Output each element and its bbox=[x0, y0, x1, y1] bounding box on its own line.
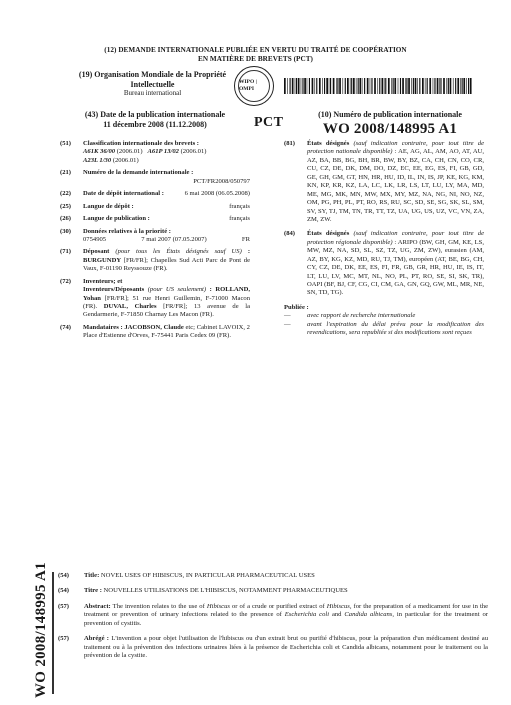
barcode-icon bbox=[284, 78, 474, 94]
abstract-section bbox=[58, 572, 488, 668]
barcode-bar bbox=[391, 78, 392, 94]
barcode-bar bbox=[463, 78, 465, 94]
filing-language-title: Langue de dépôt : bbox=[83, 202, 134, 210]
barcode-bar bbox=[433, 78, 434, 94]
applicant-lead: Déposant bbox=[83, 248, 110, 256]
abstract-text: , for the preparation of a medicament for use in the treatment or prevention of urinary infections related to the presence of bbox=[84, 602, 489, 619]
barcode-bar bbox=[419, 78, 420, 94]
field-number: (21) bbox=[60, 169, 71, 177]
field-number: (74) bbox=[60, 323, 71, 331]
abstract-text: or of a crude or purified extract of bbox=[232, 602, 325, 610]
field-21 bbox=[60, 169, 250, 186]
field-26 bbox=[60, 215, 250, 223]
barcode-bar bbox=[460, 78, 461, 94]
barcode-bar bbox=[301, 78, 302, 94]
inventors-note: (pour US seulement) bbox=[147, 286, 207, 294]
barcode-bar bbox=[429, 78, 431, 94]
publication-date-block bbox=[60, 110, 250, 129]
barcode-bar bbox=[287, 78, 288, 94]
priority-title: Données relatives à la priorité : bbox=[83, 227, 171, 235]
title-lead: Title: bbox=[84, 572, 100, 579]
barcode-bar bbox=[312, 78, 314, 94]
field-number: (26) bbox=[60, 215, 71, 223]
agent-name: JACOBSON, Claude bbox=[124, 323, 184, 331]
published-title: Publiée : bbox=[284, 303, 309, 311]
wipo-logo-text: WIPO | OMPI bbox=[238, 70, 270, 102]
barcode-bar bbox=[309, 78, 310, 94]
applicant-note: (pour tous les États désignés sauf US) bbox=[115, 248, 242, 256]
barcode-bar bbox=[446, 78, 447, 94]
inventor-address: [FR/FR]; 13 avenue de la Gendarmerie, F-71850 Charnay Les Macon (FR). bbox=[83, 303, 250, 319]
filing-date-value: 6 mai 2008 (06.05.2008) bbox=[184, 190, 250, 198]
header-line-1: (12) DEMANDE INTERNATIONALE PUBLIÉE EN VERTU DU TRAITÉ DE COOPÉRATION bbox=[104, 46, 407, 54]
barcode-bar bbox=[292, 78, 294, 94]
barcode-bar bbox=[353, 78, 355, 94]
barcode-bar bbox=[374, 78, 376, 94]
abstract-text: The invention relates to the use of bbox=[112, 602, 205, 610]
barcode-bar bbox=[462, 78, 463, 94]
barcode-bar bbox=[345, 78, 346, 94]
barcode-bar bbox=[470, 78, 472, 94]
title-text: NOUVELLES UTILISATIONS DE L'HIBISCUS, NOTAMMENT PHARMACEUTIQUES bbox=[103, 587, 348, 595]
field-number: (84) bbox=[284, 230, 295, 238]
barcode-bar bbox=[358, 78, 359, 94]
field-57-abstract-fr bbox=[58, 635, 488, 660]
regional-states-list: : ARIPO (BW, GH, GM, KE, LS, MW, MZ, NA, SD, SL, SZ, TZ, UG, ZM, ZW), eurasien (AM, AZ, BY, KG, KZ, MD, RU, TJ, TM), européen (AT, BE, BG, CH, CY, CZ, DE, DK, EE, ES, FI, FR, GB, GR, HR, HU, IE, IS, IT, LT, LU, LV, MC, MT, NL, NO, PL, PT, RO, SE, SI, SK, TR), OAPI (BF, BJ, CF, CG, CI, CM, GA, GN, GQ, GW, ML, MR, NE, SN, TD, TG). bbox=[307, 238, 484, 297]
wipo-seal-icon bbox=[234, 66, 274, 106]
published-item-text: avec rapport de recherche internationale bbox=[307, 312, 416, 320]
field-22 bbox=[60, 190, 250, 198]
barcode-bar bbox=[302, 78, 303, 94]
ipc-code: A23L 1/30 bbox=[83, 156, 112, 164]
barcode-bar bbox=[322, 78, 323, 94]
agent-address: etc; Cabinet LAVOIX, 2 Place d'Estienne d'Orves, F-75441 Paris Cedex 09 (FR). bbox=[83, 323, 250, 340]
barcode-bar bbox=[326, 78, 328, 94]
field-81 bbox=[284, 140, 484, 224]
field-71 bbox=[60, 248, 250, 273]
abstract-text: , in particular for the treatment or prevention of cystitis. bbox=[84, 611, 488, 627]
designated-states-note: (sauf indication contraire, pour tout titre de protection nationale disponible) bbox=[307, 140, 485, 156]
field-25 bbox=[60, 203, 250, 211]
field-72 bbox=[60, 278, 250, 320]
abstract-italic: Hibiscus bbox=[206, 602, 230, 610]
applicant-name: : BURGUNDY bbox=[83, 248, 251, 264]
agents-lead: Mandataires : bbox=[83, 323, 123, 331]
barcode-bar bbox=[405, 78, 406, 94]
barcode-bar bbox=[319, 78, 321, 94]
barcode-bar bbox=[324, 78, 325, 94]
field-57-abstract-en bbox=[58, 603, 488, 628]
published-item-text: avant l'expiration du délai prévu pour la modification des revendications, sera republiée si des modifications sont reçues bbox=[307, 320, 484, 337]
barcode-bar bbox=[367, 78, 369, 94]
publication-number-value: WO 2008/148995 A1 bbox=[322, 121, 458, 138]
barcode-bar bbox=[307, 78, 308, 94]
publication-language-title: Langue de publication : bbox=[83, 215, 150, 223]
barcode-bar bbox=[398, 78, 399, 94]
barcode-bar bbox=[437, 78, 439, 94]
barcode-bar bbox=[413, 78, 414, 94]
publication-number-block bbox=[300, 110, 480, 139]
field-51 bbox=[60, 140, 250, 165]
field-number: (22) bbox=[60, 190, 71, 198]
barcode-bar bbox=[362, 78, 363, 94]
application-number-value: PCT/FR2008/050797 bbox=[193, 177, 250, 185]
field-54-title-fr bbox=[58, 587, 488, 595]
inventor-name: DUVAL, Charles bbox=[103, 303, 157, 310]
header-line-2: EN MATIÈRE DE BREVETS (PCT) bbox=[197, 55, 314, 64]
barcode-bar bbox=[350, 78, 351, 94]
abstract-italic: Escherichia coli bbox=[284, 611, 330, 619]
barcode-bar bbox=[370, 78, 371, 94]
filing-date-title: Date de dépôt international : bbox=[83, 190, 164, 198]
ipc-date: (2006.01) bbox=[112, 156, 139, 164]
barcode-bar bbox=[408, 78, 410, 94]
inventor-name: : ROLLAND, Yohan bbox=[83, 286, 250, 302]
regional-states-note: (sauf indication contraire, pour tout titre de protection régionale disponible) bbox=[307, 230, 485, 246]
barcode-bar bbox=[406, 78, 407, 94]
publication-number-label: (10) Numéro de publication internationale bbox=[318, 110, 462, 119]
field-number: (81) bbox=[284, 140, 295, 147]
barcode-bar bbox=[339, 78, 341, 94]
barcode-bar bbox=[443, 78, 445, 94]
abstract-italic: Candida albicans bbox=[344, 611, 393, 619]
vertical-publication-number bbox=[0, 520, 49, 698]
abstract-italic: Hibiscus bbox=[326, 602, 350, 610]
publication-date-label: (43) Date de la publication internationale bbox=[84, 110, 226, 119]
published-item bbox=[284, 321, 484, 338]
barcode-bar bbox=[290, 78, 291, 94]
barcode-bar bbox=[450, 78, 452, 94]
barcode-bar bbox=[393, 78, 394, 94]
priority-country: FR bbox=[241, 235, 250, 243]
field-number: (71) bbox=[60, 248, 71, 256]
field-number: (54) bbox=[58, 587, 69, 595]
barcode-bar bbox=[296, 78, 297, 94]
barcode-bar bbox=[364, 78, 365, 94]
barcode-bar bbox=[316, 78, 317, 94]
publication-language-value: français bbox=[229, 215, 250, 223]
inventors-lead: Inventeurs; et bbox=[83, 277, 123, 285]
barcode-bar bbox=[411, 78, 412, 94]
field-30 bbox=[60, 228, 250, 245]
abstract-lead: Abrégé : bbox=[84, 635, 110, 643]
barcode-bar bbox=[455, 78, 456, 94]
published-block bbox=[284, 304, 484, 338]
document-header bbox=[20, 46, 491, 64]
barcode-bar bbox=[314, 78, 315, 94]
barcode-bar bbox=[304, 78, 306, 94]
dash: — bbox=[284, 312, 291, 320]
barcode-bar bbox=[337, 78, 338, 94]
priority-application: 0754905 bbox=[83, 235, 107, 243]
vertical-number-text: WO 2008/148995 A1 bbox=[33, 562, 49, 698]
field-number: (57) bbox=[58, 602, 69, 610]
published-item bbox=[284, 312, 484, 320]
ipc-code: A61P 13/02 bbox=[147, 148, 179, 156]
left-column bbox=[60, 140, 250, 345]
barcode-bar bbox=[347, 78, 349, 94]
barcode-bar bbox=[356, 78, 357, 94]
barcode-bar bbox=[385, 78, 386, 94]
field-number: (72) bbox=[60, 277, 71, 285]
title-lead: Titre : bbox=[84, 587, 102, 595]
barcode-bar bbox=[379, 78, 380, 94]
barcode-bar bbox=[440, 78, 441, 94]
ipc-date: (2006.01) bbox=[116, 148, 143, 156]
title-text: NOVEL USES OF HIBISCUS, IN PARTICULAR PHARMACEUTICAL USES bbox=[100, 572, 315, 579]
barcode-bar bbox=[330, 78, 331, 94]
organisation-name: (19) Organisation Mondiale de la Propriété Intellectuelle bbox=[78, 70, 227, 89]
barcode-bar bbox=[415, 78, 417, 94]
ipc-date: (2006.01) bbox=[180, 148, 207, 156]
barcode-bar bbox=[434, 78, 435, 94]
barcode-bar bbox=[377, 78, 378, 94]
designated-states-lead: États désignés bbox=[307, 140, 350, 147]
barcode-bar bbox=[425, 78, 426, 94]
barcode-bar bbox=[439, 78, 440, 94]
barcode-bar bbox=[466, 78, 467, 94]
regional-states-lead: États désignés bbox=[307, 230, 350, 238]
application-number-title: Numéro de la demande internationale : bbox=[83, 169, 194, 177]
designated-states-list: : AE, AG, AL, AM, AO, AT, AU, AZ, BA, BB, BG, BH, BR, BW, BY, BZ, CA, CH, CN, CO, CR, CU, CZ, DE, DK, DM, DO, DZ, EC, EE, EG, ES, FI, GB, GD, GE, GH, GM, GT, HN, HR, HU, ID, IL, IN, IS, JP, KE, KG, KM, KN, KP, KR, KZ, LA, LC, LK, LR, LS, LT, LU, LY, MA, MD, ME, MG, MK, MN, MW, MX, MY, MZ, NA, NG, NI, NO, NZ, OM, PG, PH, PL, PT, RO, RS, RU, SC, SD, SE, SG, SK, SL, SM, SV, SY, TJ, TM, TN, TR, TT, TZ, UA, UG, US, UZ, VC, VN, ZA, ZM, ZW. bbox=[307, 148, 484, 223]
barcode-bar bbox=[371, 78, 372, 94]
field-74 bbox=[60, 324, 250, 341]
barcode-bar bbox=[284, 78, 286, 94]
dash: — bbox=[284, 320, 291, 328]
classification-title: Classification internationale des brevets : bbox=[83, 140, 199, 147]
field-number: (54) bbox=[58, 572, 69, 579]
applicant-address: [FR/FR]; Chapelles Sud Acti Parc de Pont de Vaux, F-01190 Reyssouze (FR). bbox=[83, 256, 250, 273]
barcode-bar bbox=[453, 78, 454, 94]
barcode-bar bbox=[329, 78, 330, 94]
side-divider bbox=[52, 572, 54, 694]
barcode-bar bbox=[402, 78, 404, 94]
inventors-applicants-lead: Inventeurs/Déposants bbox=[83, 286, 145, 294]
organisation-block bbox=[70, 70, 235, 98]
barcode-bar bbox=[298, 78, 300, 94]
barcode-bar bbox=[295, 78, 296, 94]
barcode-bar bbox=[417, 78, 418, 94]
barcode-bar bbox=[343, 78, 344, 94]
field-54-title-en bbox=[58, 572, 488, 580]
pct-label: PCT bbox=[254, 115, 284, 130]
inventor-address: [FR/FR]; 51 rue Henri Guillemin, F-71000 Macon (FR). bbox=[83, 294, 250, 310]
barcode-bar bbox=[382, 78, 384, 94]
barcode-bar bbox=[351, 78, 352, 94]
barcode-bar bbox=[336, 78, 337, 94]
barcode-bar bbox=[388, 78, 390, 94]
bureau-name: Bureau international bbox=[123, 89, 182, 98]
barcode-bar bbox=[400, 78, 401, 94]
right-column bbox=[284, 140, 484, 342]
publication-date-value: 11 décembre 2008 (11.12.2008) bbox=[103, 119, 207, 129]
barcode-bar bbox=[422, 78, 424, 94]
field-number: (57) bbox=[58, 635, 69, 643]
barcode-bar bbox=[394, 78, 396, 94]
barcode-bar bbox=[468, 78, 469, 94]
barcode-bar bbox=[333, 78, 335, 94]
field-number: (25) bbox=[60, 202, 71, 210]
field-number: (30) bbox=[60, 227, 71, 235]
barcode-bar bbox=[427, 78, 428, 94]
field-84 bbox=[284, 230, 484, 298]
abstract-text: and bbox=[331, 611, 342, 619]
barcode-bar bbox=[448, 78, 449, 94]
barcode-bar bbox=[384, 78, 385, 94]
barcode-bar bbox=[457, 78, 459, 94]
ipc-code: A61K 36/00 bbox=[83, 148, 116, 156]
abstract-text: L'invention a pour objet l'utilisation de l'hibiscus ou d'un extrait brut ou purifié d'hibiscus, pour la préparation d'un médicament destiné au traitement ou à la prévention des infections urinaires liées à la présence de Escherichia coli et Candida albicans, notamment pour le traitement ou la prévention de la cystite. bbox=[84, 635, 489, 660]
priority-date: 7 mai 2007 (07.05.2007) bbox=[141, 235, 207, 243]
field-number: (51) bbox=[60, 140, 71, 147]
barcode-bar bbox=[359, 78, 361, 94]
filing-language-value: français bbox=[229, 202, 250, 210]
abstract-lead: Abstract: bbox=[84, 602, 111, 610]
